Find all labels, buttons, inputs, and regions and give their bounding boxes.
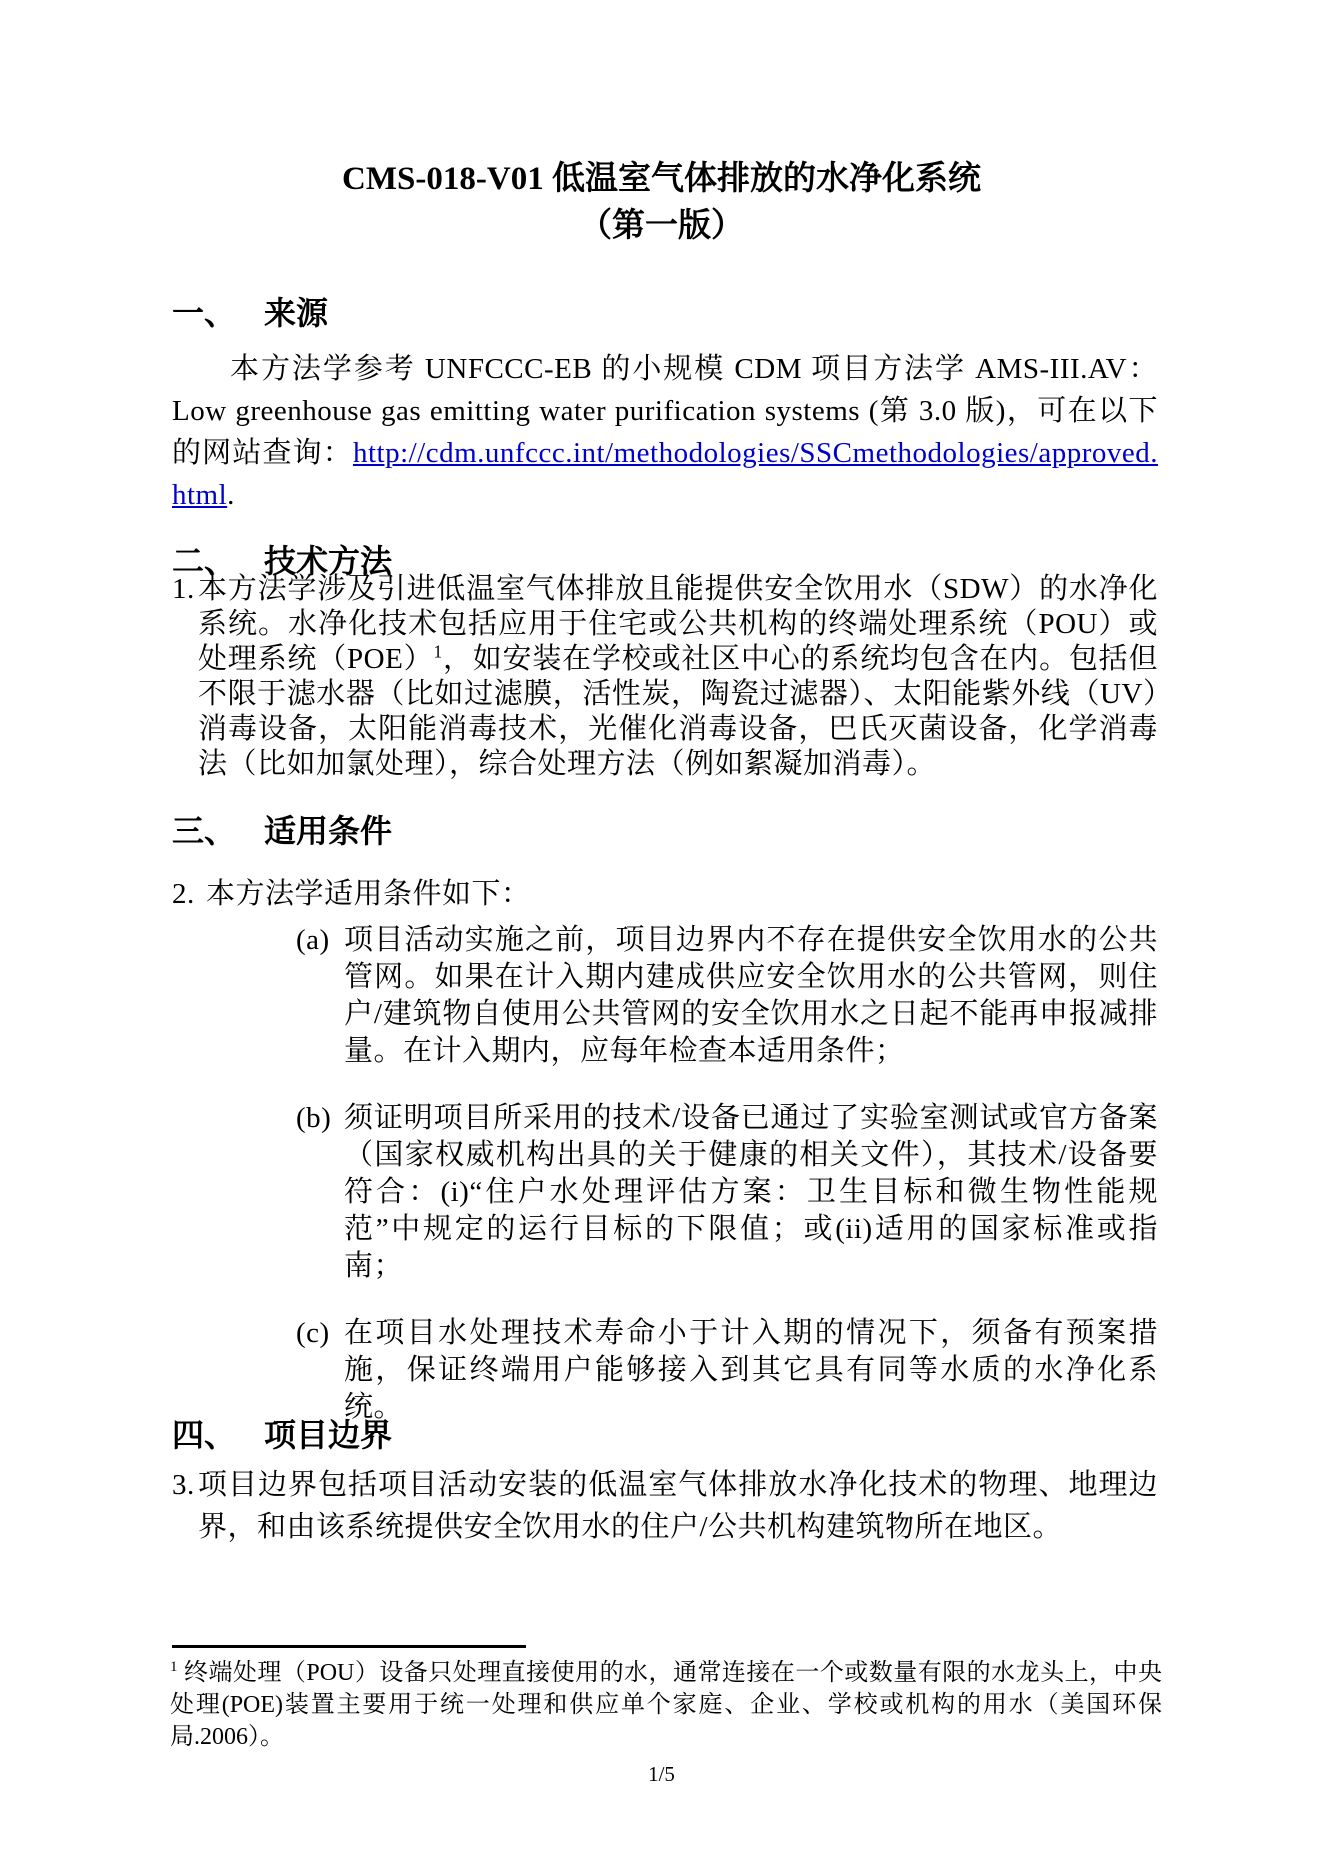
page-number: 1/5	[648, 1762, 675, 1786]
item-marker: 3.	[172, 1469, 195, 1501]
item-marker: 2.	[172, 878, 195, 910]
item-text-part2: ，如安装在学校或社区中心的系统均包含在内。包括但不限于滤水器（比如过滤膜，活性炭，陶瓷过滤器）、太阳能紫外线（UV）消毒设备，太阳能消毒技术，光催化消毒设备，巴氏灭菌设备，化学消毒法（比如加氯处理），综合处理方法（例如絮凝加消毒）。	[198, 643, 1158, 780]
source-paragraph-text: 本方法学参考 UNFCCC-EB 的小规模 CDM 项目方法学 AMS-III.AV：Low greenhouse gas emitting water purification systems (第 3.0 版)，可在以下的网站查询：	[172, 353, 1158, 469]
source-paragraph-period: .	[227, 479, 235, 511]
section-label: 技术方法	[264, 543, 393, 579]
section-number: 二、	[172, 543, 237, 579]
condition-item-a	[296, 922, 1158, 1070]
section-heading-boundary	[172, 1410, 392, 1456]
section-label: 来源	[264, 295, 329, 331]
section-number: 一、	[172, 295, 237, 331]
footnote	[170, 1657, 1162, 1753]
source-paragraph	[172, 348, 1158, 516]
condition-marker: (a)	[296, 924, 330, 956]
item-text-part1: 本方法学涉及引进低温室气体排放且能提供安全饮用水（SDW）的水净化系统。水净化技术包括应用于住宅或公共机构的终端处理系统（POU）或处理系统（POE）	[198, 573, 1158, 675]
condition-text: 项目活动实施之前，项目边界内不存在提供安全饮用水的公共管网。如果在计入期内建成供应安全饮用水的公共管网，则住户/建筑物自使用公共管网的安全饮用水之日起不能再申报减排量。在计入期内，应每年检查本适用条件；	[344, 924, 1158, 1067]
document-title	[0, 156, 1323, 250]
section-number: 三、	[172, 813, 237, 849]
footnote-marker: 1	[170, 1659, 178, 1675]
condition-text: 在项目水处理技术寿命小于计入期的情况下，须备有预案措施，保证终端用户能够接入到其它具有同等水质的水净化系统。	[344, 1317, 1158, 1423]
title-line-2: （第一版）	[579, 208, 744, 244]
footnote-text: 终端处理（POU）设备只处理直接使用的水，通常连接在一个或数量有限的水龙头上，中央处理(POE)装置主要用于统一处理和供应单个家庭、企业、学校或机构的用水（美国环保局.2006）。	[170, 1660, 1162, 1750]
methodology-link[interactable]: http://cdm.unfccc.int/methodologies/SSCmethodologies/approved.html	[172, 437, 1158, 511]
condition-item-c	[296, 1315, 1158, 1426]
section-label: 项目边界	[264, 1417, 393, 1453]
condition-text: 须证明项目所采用的技术/设备已通过了实验室测试或官方备案（国家权威机构出具的关于健康的相关文件），其技术/设备要符合：(i)“住户水处理评估方案：卫生目标和微生物性能规范”中规定的运行目标的下限值；或(ii)适用的国家标准或指南；	[344, 1102, 1158, 1282]
condition-item-b	[296, 1100, 1158, 1285]
footnote-reference-superscript: 1	[433, 641, 443, 662]
condition-marker: (c)	[296, 1317, 330, 1349]
section-heading-source	[172, 288, 328, 334]
title-line-1: CMS-018-V01 低温室气体排放的水净化系统	[342, 161, 981, 197]
condition-marker: (b)	[296, 1102, 332, 1134]
item-text: 本方法学适用条件如下：	[206, 878, 531, 910]
section-heading-applicability	[172, 806, 392, 852]
numbered-item-3	[172, 1464, 1158, 1548]
footnote-separator-rule	[172, 1645, 526, 1648]
item-marker: 1.	[172, 573, 195, 605]
condition-list	[296, 922, 1158, 1456]
numbered-item-2	[172, 876, 1158, 913]
item-text: 项目边界包括项目活动安装的低温室气体排放水净化技术的物理、地理边界，和由该系统提供安全饮用水的住户/公共机构建筑物所在地区。	[198, 1469, 1158, 1543]
section-number: 四、	[172, 1417, 237, 1453]
section-label: 适用条件	[264, 813, 393, 849]
numbered-item-1	[172, 572, 1158, 782]
